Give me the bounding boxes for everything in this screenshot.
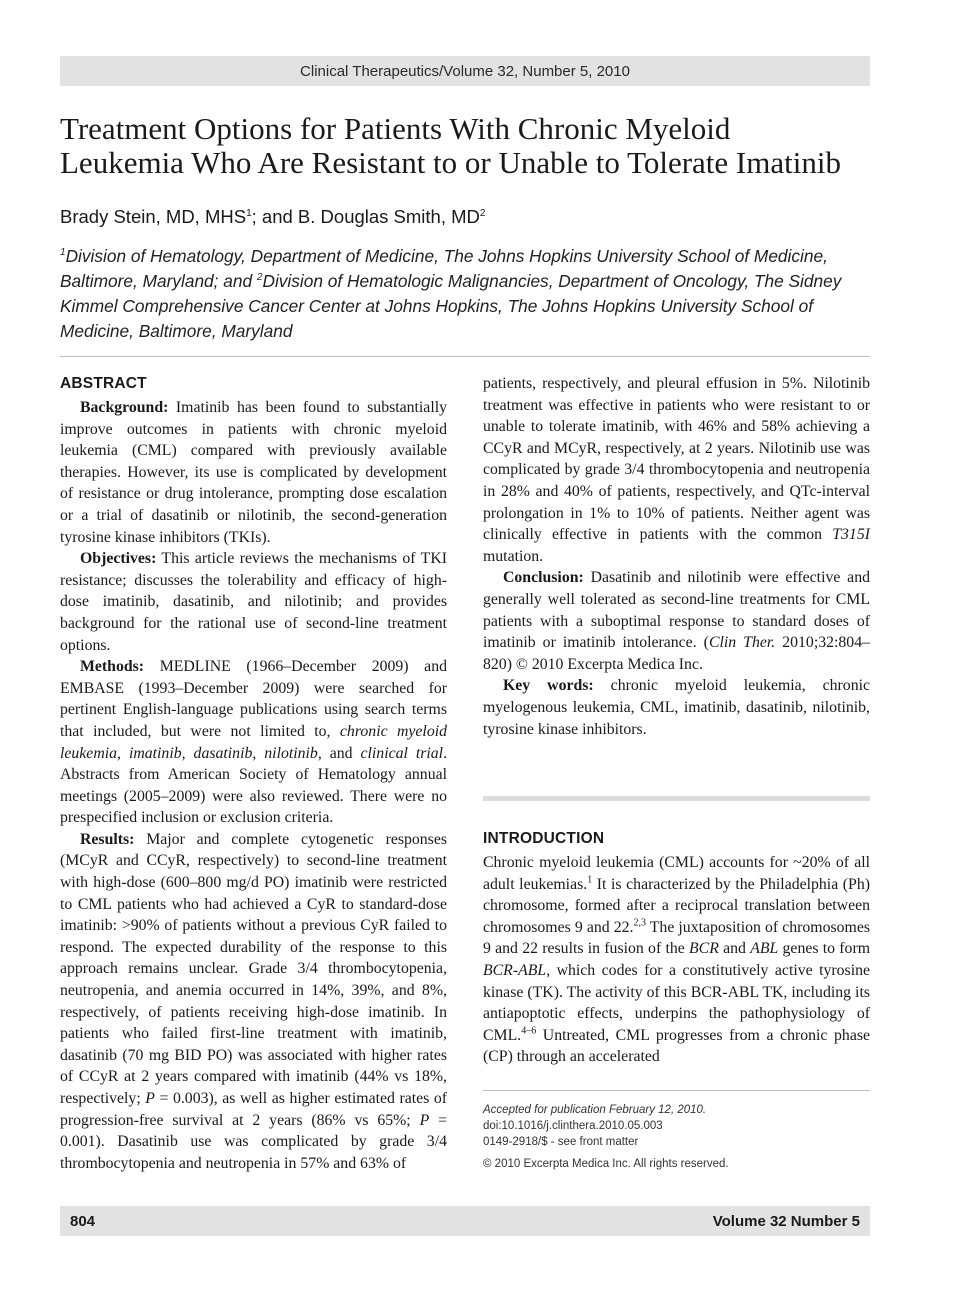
footnote-block xyxy=(483,1102,873,1172)
punct: , xyxy=(117,744,129,762)
punct: , xyxy=(181,744,194,762)
p-value-symbol: P xyxy=(419,1111,430,1129)
intro-text: and xyxy=(718,940,751,958)
issn-line: 0149-2918/$ - see front matter xyxy=(483,1136,639,1148)
reference-mark: 1 xyxy=(587,874,593,886)
punct: , xyxy=(252,744,265,762)
search-term: chronic myeloid leukemia xyxy=(60,722,447,762)
methods-text: MEDLINE (1966–December 2009) and EMBASE (1993–December 2009) were searched for pertinent English-language publications using search terms that included, but were not limited to, xyxy=(60,658,447,740)
reference-mark: 4–6 xyxy=(521,1025,537,1037)
objectives-label: Objectives: xyxy=(80,550,157,568)
search-term: imatinib xyxy=(128,744,182,762)
header-divider xyxy=(60,356,870,357)
results-text: Major and complete cytogenetic responses (MCyR and CCyR, respectively) to second-line treatment with high-dose (600–800 mg/d PO) imatinib were restricted to CML patients who had achieved a CyR to standard-dose imatinib: >90% of patients without a previous CyR failed to respond. The expected durability of the response to this approach remains unclear. Grade 3/4 thrombocytopenia, neutropenia, and anemia occurred in 14%, 39%, and 8%, respectively, of patients receiving high-dose imatinib. In patients who failed first-line treatment with imatinib, dasatinib (70 mg BID PO) was associated with higher rates of CCyR at 2 years compared with imatinib (44% vs 18%, respectively; xyxy=(60,830,447,1107)
methods-text: . Abstracts from American Society of Hematology annual meetings (2005–2009) were also reviewed. There were no prespecified inclusion or exclusion criteria. xyxy=(60,744,448,827)
abstract-results-continued xyxy=(483,373,870,567)
search-term: nilotinib xyxy=(264,744,318,762)
doi-link[interactable]: doi:10.1016/j.clinthera.2010.05.003 xyxy=(483,1120,663,1132)
conclusion-text: Dasatinib and nilotinib were effective and generally well tolerated as second-line treatments for CML patients with a suboptimal response to standard doses of imatinib or imatinib intolerance. ( xyxy=(483,569,870,652)
intro-text: genes to form xyxy=(778,940,871,958)
keywords-label: Key words: xyxy=(503,677,594,695)
objectives-text: This article reviews the mechanisms of TKI resistance; discusses the tolerability and efficacy of high-dose imatinib, dasatinib, and nilotinib; and provides background for the rational use of second-line treatment options. xyxy=(60,550,447,654)
abstract-separator xyxy=(483,796,870,801)
affiliations xyxy=(60,244,875,344)
abstract-results xyxy=(60,829,447,1175)
title-line-1: Treatment Options for Patients With Chronic Myeloid xyxy=(60,111,731,146)
conclusion-text: 2010;32:804–820) © 2010 Excerpta Medica Inc. xyxy=(483,634,871,673)
keywords-text: chronic myeloid leukemia, chronic myelogenous leukemia, CML, imatinib, dasatinib, nilotinib, tyrosine kinase inhibitors. xyxy=(483,677,870,738)
intro-text: It is characterized by the Philadelphia (Ph) chromosome, formed after a reciprocal translation between chromosomes 9 and 22. xyxy=(483,875,871,936)
affiliation-1: Division of Hematology, Department of Medicine, The Johns Hopkins University School of Medicine, Baltimore, Maryland; and xyxy=(60,246,828,291)
abstract-background xyxy=(60,397,447,548)
punct: , and xyxy=(317,744,361,762)
running-footer xyxy=(60,1206,870,1236)
title-line-2: Leukemia Who Are Resistant to or Unable to Tolerate Imatinib xyxy=(60,145,841,180)
abstract-keywords xyxy=(483,675,870,740)
search-term: clinical trial xyxy=(360,744,444,762)
search-term: dasatinib xyxy=(193,744,253,762)
journal-line: Clinical Therapeutics/Volume 32, Number 5, 2010 xyxy=(300,63,630,80)
affiliation-2: Division of Hematologic Malignancies, Department of Oncology, The Sidney Kimmel Comprehensive Cancer Center at Johns Hopkins, The Johns Hopkins University School of Medicine, Baltimore, Maryland xyxy=(60,271,842,341)
journal-citation: Clin Ther. xyxy=(708,634,776,652)
reference-mark: 2,3 xyxy=(633,917,646,929)
footer-volume: Volume 32 Number 5 xyxy=(712,1213,860,1230)
copyright-line: © 2010 Excerpta Medica Inc. All rights reserved. xyxy=(483,1158,729,1170)
mutation-name: T315I xyxy=(832,526,870,544)
introduction-paragraph xyxy=(483,852,870,1068)
abstract-right-column xyxy=(483,373,870,740)
results-text: patients, respectively, and pleural effusion in 5%. Nilotinib treatment was effective in patients who were resistant to or unable to tolerate imatinib, with 46% and 58% achieving a CCyR and MCyR, respectively, at 2 years. Nilotinib use was complicated by grade 3/4 thrombocytopenia and neutropenia in 28% and 40% of patients, respectively, and QTc-interval prolongation in 1% to 10% of patients. Neither agent was clinically effective in patients with the common xyxy=(483,375,870,544)
affil-mark-2: 2 xyxy=(256,272,263,284)
intro-text: The juxtaposition of chromosomes 9 and 22 results in fusion of the xyxy=(483,918,870,958)
results-label: Results: xyxy=(80,830,135,848)
article-title xyxy=(60,112,880,180)
author-2: ; and B. Douglas Smith, MD xyxy=(251,206,480,227)
abstract-heading: ABSTRACT xyxy=(60,375,147,392)
intro-text: Chronic myeloid leukemia (CML) accounts for ~20% of all adult leukemias. xyxy=(483,854,870,893)
affil-mark-1: 1 xyxy=(60,247,66,259)
results-text: = 0.001). Dasatinib use was complicated by grade 3/4 thrombocytopenia and neutropenia in 57% and 63% of xyxy=(60,1111,448,1172)
p-value-symbol: P xyxy=(145,1090,155,1107)
methods-label: Methods: xyxy=(80,658,145,676)
author-2-affil-mark: 2 xyxy=(479,207,486,219)
author-1: Brady Stein, MD, MHS xyxy=(60,206,247,227)
introduction-section xyxy=(483,828,870,1068)
intro-text: , which codes for a constitutively active tyrosine kinase (TK). The activity of this BCR-ABL TK, including its antiapoptotic effects, underpins the pathophysiology of CML. xyxy=(483,961,870,1044)
introduction-heading: INTRODUCTION xyxy=(483,830,605,847)
abstract-objectives xyxy=(60,548,447,656)
abstract-conclusion xyxy=(483,567,870,675)
accepted-date: Accepted for publication February 12, 2010. xyxy=(483,1104,707,1116)
gene-name: BCR xyxy=(689,940,719,958)
conclusion-label: Conclusion: xyxy=(503,569,584,587)
abstract-methods xyxy=(60,656,447,829)
results-text: = 0.003), as well as higher estimated rates of progression-free survival at 2 years (86% vs 65%; xyxy=(60,1090,447,1129)
intro-text: Untreated, CML progresses from a chronic phase (CP) through an accelerated xyxy=(483,1026,870,1066)
author-1-affil-mark: 1 xyxy=(246,207,252,219)
author-line xyxy=(60,206,485,228)
footnote-divider xyxy=(483,1090,870,1091)
background-text: Imatinib has been found to substantially improve outcomes in patients with chronic myeloid leukemia (CML) compared with previously available therapies. However, its use is complicated by development of resistance or drug intolerance, prompting dose escalation or a trial of dasatinib or nilotinib, the second-generation tyrosine kinase inhibitors (TKIs). xyxy=(60,399,447,546)
gene-name: BCR-ABL xyxy=(483,961,547,979)
page-number: 804 xyxy=(70,1213,96,1230)
background-label: Background: xyxy=(80,399,169,416)
running-header xyxy=(60,56,870,86)
results-text: mutation. xyxy=(483,547,544,565)
gene-name: ABL xyxy=(750,940,779,958)
abstract-left-column xyxy=(60,373,447,1174)
